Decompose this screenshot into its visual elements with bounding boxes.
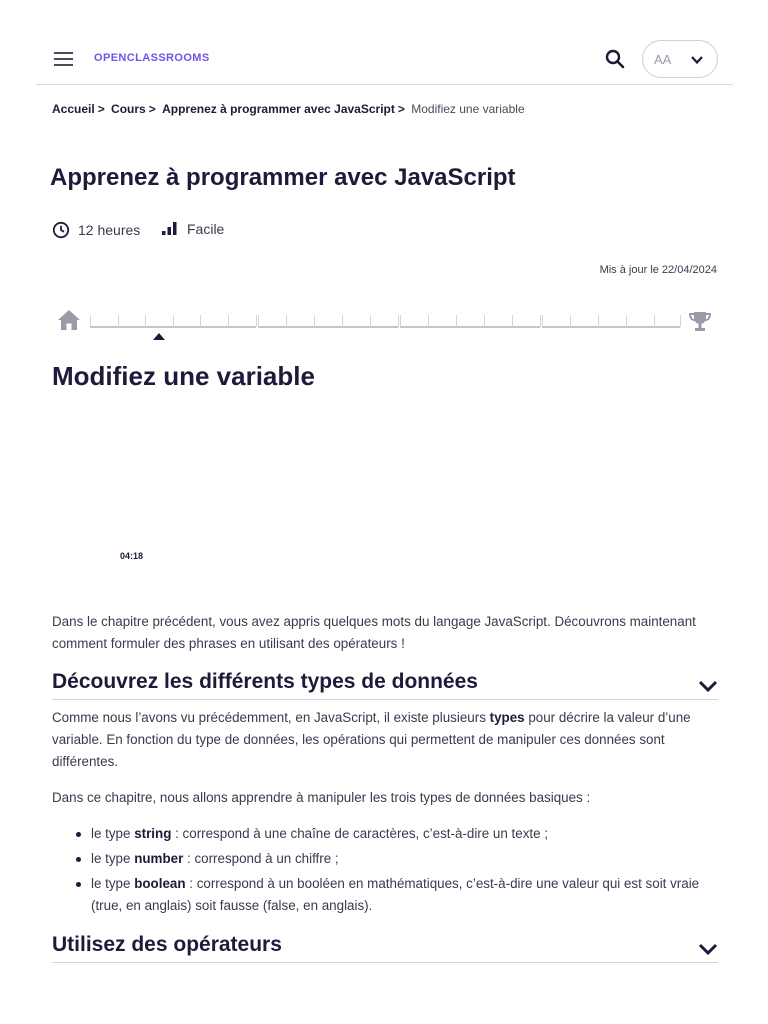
home-icon[interactable] (56, 308, 82, 332)
list-item: le type number : correspond à un chiffre ; (52, 848, 718, 870)
trophy-icon[interactable] (688, 310, 712, 332)
basic-types-intro: Dans ce chapitre, nous allons apprendre à manipuler les trois types de données basiques : (52, 790, 591, 805)
intro-paragraph: Dans le chapitre précédent, vous avez appris quelques mots du langage JavaScript. Découvrons maintenant comment formuler des phrases en utilisant des opérateurs ! (52, 614, 696, 651)
section-data-types-header[interactable] (52, 670, 718, 700)
keyword-types: types (489, 710, 525, 725)
section-title: Utilisez des opérateurs (52, 933, 282, 956)
breadcrumb-current: Modifiez une variable (411, 102, 525, 116)
chevron-down-icon (698, 942, 718, 956)
list-item: le type string : correspond à une chaîne de caractères, c’est-à-dire un texte ; (52, 823, 718, 845)
signal-bars-icon (161, 221, 179, 237)
text-size-label: AA (654, 52, 672, 67)
course-duration (52, 221, 140, 239)
breadcrumb-separator: > (148, 102, 156, 116)
course-title: Apprenez à programmer avec JavaScript (50, 164, 516, 191)
level-text: Facile (187, 221, 225, 237)
course-level (161, 221, 224, 237)
breadcrumb-course[interactable]: Apprenez à programmer avec JavaScript (162, 102, 395, 116)
hamburger-menu-icon[interactable] (54, 51, 74, 67)
chevron-down-icon (690, 53, 704, 67)
types-list (52, 823, 718, 920)
clock-icon (52, 221, 70, 239)
course-progress-bar (56, 308, 716, 344)
logo[interactable]: OPENCLASSROOMS (94, 52, 210, 64)
breadcrumb (52, 102, 525, 116)
chapter-title: Modifiez une variable (52, 361, 315, 391)
section-operators-header[interactable] (52, 933, 718, 963)
breadcrumb-separator: > (97, 102, 105, 116)
current-position-marker (153, 333, 165, 340)
types-paragraph: Comme nous l’avons vu précédemment, en JavaScript, il existe plusieurs types pour décrire la valeur d’une variable. En fonction du type de données, les opérations qui permettent de manipuler ces données sont différentes. (52, 710, 691, 769)
text-size-dropdown[interactable] (642, 40, 718, 78)
top-header (36, 34, 733, 85)
search-icon[interactable] (604, 48, 626, 70)
breadcrumb-home[interactable]: Accueil (52, 102, 95, 116)
section-title: Découvrez les différents types de données (52, 670, 478, 693)
breadcrumb-courses[interactable]: Cours (111, 102, 146, 116)
video-duration: 04:18 (120, 551, 144, 561)
chevron-down-icon (698, 679, 718, 693)
breadcrumb-separator: > (397, 102, 405, 116)
video-player[interactable] (52, 405, 717, 591)
updated-date: Mis à jour le 22/04/2024 (599, 264, 717, 276)
list-item: le type boolean : correspond à un booléen en mathématiques, c’est-à-dire une valeur qui est soit vraie (true, en anglais) soit fausse (false, en anglais). (52, 873, 718, 917)
duration-text: 12 heures (78, 222, 141, 238)
